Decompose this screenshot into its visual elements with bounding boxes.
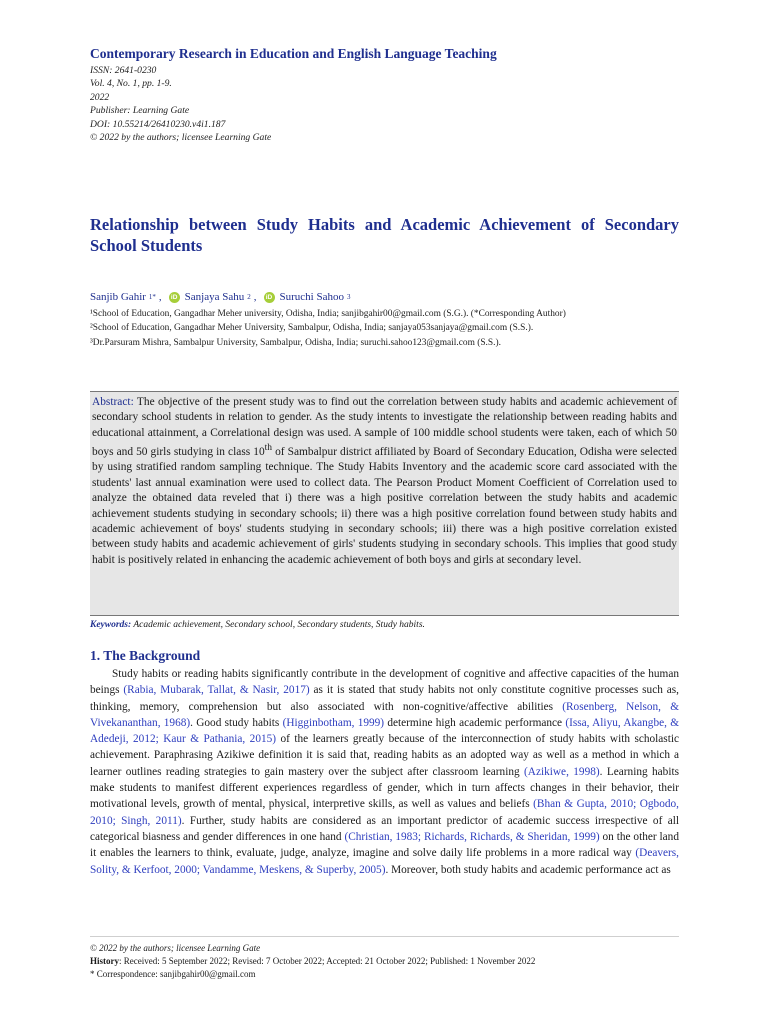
citation-link[interactable]: (Higginbotham, 1999) bbox=[282, 716, 385, 729]
author-superscript: 1* bbox=[148, 293, 156, 301]
orcid-icon[interactable]: iD bbox=[169, 292, 180, 303]
citation-link[interactable]: (Issa, Aliyu, Akangbe, & Adedeji, 2012; Kaur & Pathania, 2015) bbox=[90, 716, 679, 746]
history-label: History bbox=[90, 956, 119, 966]
author-name[interactable]: Suruchi Sahoo bbox=[279, 291, 344, 303]
doi-link[interactable]: DOI: 10.55214/26410230.v4i1.187 bbox=[90, 118, 226, 130]
body-text-segment: as it is stated that study habits not only constitute cognitive processes such as, thinking, memory, comprehension but also associated with non-cognitive/affective abilities bbox=[90, 684, 679, 713]
author-name[interactable]: Sanjib Gahir bbox=[90, 291, 146, 303]
abstract-superscript: th bbox=[264, 443, 273, 454]
author-superscript: 3 bbox=[346, 293, 351, 301]
author-list: Sanjib Gahir 1* , iD Sanjaya Sahu 2 , iD Suruchi Sahoo 3 bbox=[90, 291, 351, 303]
citation-link[interactable]: (Rosenberg, Nelson, & Vivekananthan, 1968) bbox=[90, 700, 679, 729]
body-text-segment: on the other land it enables the learners to think, evaluate, judge, analyze, imagine and solve daily life problems in a more radical way bbox=[90, 830, 679, 860]
affiliations bbox=[90, 307, 566, 350]
body-text-segment: . Good study habits bbox=[190, 716, 283, 729]
affiliation-line: ¹School of Education, Gangadhar Meher university, Odisha, India; sanjibgahir00@gmail.com (S.G.). (*Corresponding Author) bbox=[90, 309, 566, 319]
author-name[interactable]: Sanjaya Sahu bbox=[184, 291, 245, 303]
year: 2022 bbox=[90, 91, 110, 103]
keywords-label: Keywords: bbox=[90, 620, 132, 630]
page-footer bbox=[90, 942, 535, 981]
citation-link[interactable]: (Rabia, Mubarak, Tallat, & Nasir, 2017) bbox=[123, 684, 310, 697]
correspondence-line: * Correspondence: sanjibgahir00@gmail.com bbox=[90, 969, 256, 979]
body-text-segment: . Further, study habits are considered as an important predictor of academic success irrespective of all categorical biasness and gender differences in one hand bbox=[90, 814, 679, 843]
body-paragraph bbox=[90, 666, 679, 918]
affiliation-line: ³Dr.Parsuram Mishra, Sambalpur University, Sambalpur, Odisha, India; suruchi.sahoo123@gmail.com (S.S.). bbox=[90, 337, 501, 348]
journal-meta bbox=[90, 64, 271, 144]
issn: ISSN: 2641-0230 bbox=[90, 65, 157, 76]
section-heading: 1. The Background bbox=[90, 648, 201, 663]
orcid-icon[interactable]: iD bbox=[264, 292, 275, 303]
keywords-text: Academic achievement, Secondary school, Secondary students, Study habits. bbox=[131, 620, 425, 630]
abstract-box bbox=[90, 391, 679, 616]
body-text-segment: . Learning habits make students to manifest different experiences regardless of gender, which in turn affects changes in their behavior, their motivational levels, growth of mental, physical, interpretive skills, as well as values and beliefs bbox=[90, 765, 679, 811]
body-text-segment: Study habits or reading habits significantly contribute in the development of cognitive and affective capacities of the human beings bbox=[90, 668, 679, 697]
keywords bbox=[90, 620, 425, 630]
citation-link[interactable]: (Christian, 1983; Richards, Richards, & Sheridan, 1999) bbox=[344, 830, 600, 843]
affiliation-line: ²School of Education, Gangadhar Meher University, Sambalpur, Odisha, India; sanjaya053sanjaya@gmail.com (S.S.). bbox=[90, 323, 534, 334]
body-text-segment: of the learners greatly because of the interconnection of study habits with scholastic achievement. Paraphrasing Azikiwe definition it is said that, reading habits as an adopted way as well as a method in which a learner outlines reading strategies to gain mastery over the subject after classroom learning bbox=[90, 733, 679, 778]
citation-link[interactable]: (Bhan & Gupta, 2010; Ogbodo, 2010; Singh, 2011) bbox=[90, 798, 679, 827]
author-superscript: 2 bbox=[247, 293, 251, 301]
citation-link[interactable]: (Deavers, Solity, & Kerfoot, 2000; Vandamme, Meskens, & Superby, 2005) bbox=[90, 847, 679, 876]
paper-title: Relationship between Study Habits and Academic Achievement of Secondary School Students bbox=[90, 215, 679, 255]
body-text-segment: determine high academic performance bbox=[384, 716, 566, 729]
citation-link[interactable]: (Azikiwe, 1998) bbox=[524, 765, 600, 778]
footer-divider bbox=[90, 936, 679, 937]
history-line bbox=[90, 955, 535, 968]
publisher: Publisher: Learning Gate bbox=[90, 105, 190, 117]
history-text: : Received: 5 September 2022; Revised: 7 October 2022; Accepted: 21 October 2022; Published: 1 November 2022 bbox=[119, 956, 536, 966]
journal-name: Contemporary Research in Education and English Language Teaching bbox=[90, 46, 497, 61]
abstract-label: Abstract: bbox=[92, 396, 134, 408]
footer-copyright: © 2022 by the authors; licensee Learning Gate bbox=[90, 943, 261, 953]
abstract-text-cont: of Sambalpur district affiliated by Board of Secondary Education, Odisha were selected by using stratified random sampling technique. The Study Habits Inventory and the academic score card associated with the students' last annual examination were used to collect data. The Pearson Product Moment Coefficient of Correlation used to analyze the obtained data reveled that i) there was a high positive correlation between the study habits and academic achievement students studying in secondary schools; ii) there was a high positive correlation found between study habits and academic achievement of boys' students studying in secondary schools; iii) there was a high positive correlation existed between study habits and academic achievement of girls' students studying in secondary schools. This implies that good study habit is positively related in enhancing the academic achievement of both boys and girls at secondary level. bbox=[92, 446, 677, 566]
body-text-segment: . Moreover, both study habits and academic performance act as bbox=[385, 863, 671, 876]
volume-info: Vol. 4, No. 1, pp. 1-9. bbox=[90, 78, 172, 90]
copyright-line: © 2022 by the authors; licensee Learning Gate bbox=[90, 132, 272, 144]
abstract-text: The objective of the present study was to find out the correlation between study habits and academic achievement of secondary school students in relation to gender. As the study intents to investigate the relationship between reading habits and educational attainment, a Correlational design was used. A sample of 100 middle school students were taken, each of which 50 boys and 50 girls studying in class 10 bbox=[92, 396, 677, 459]
